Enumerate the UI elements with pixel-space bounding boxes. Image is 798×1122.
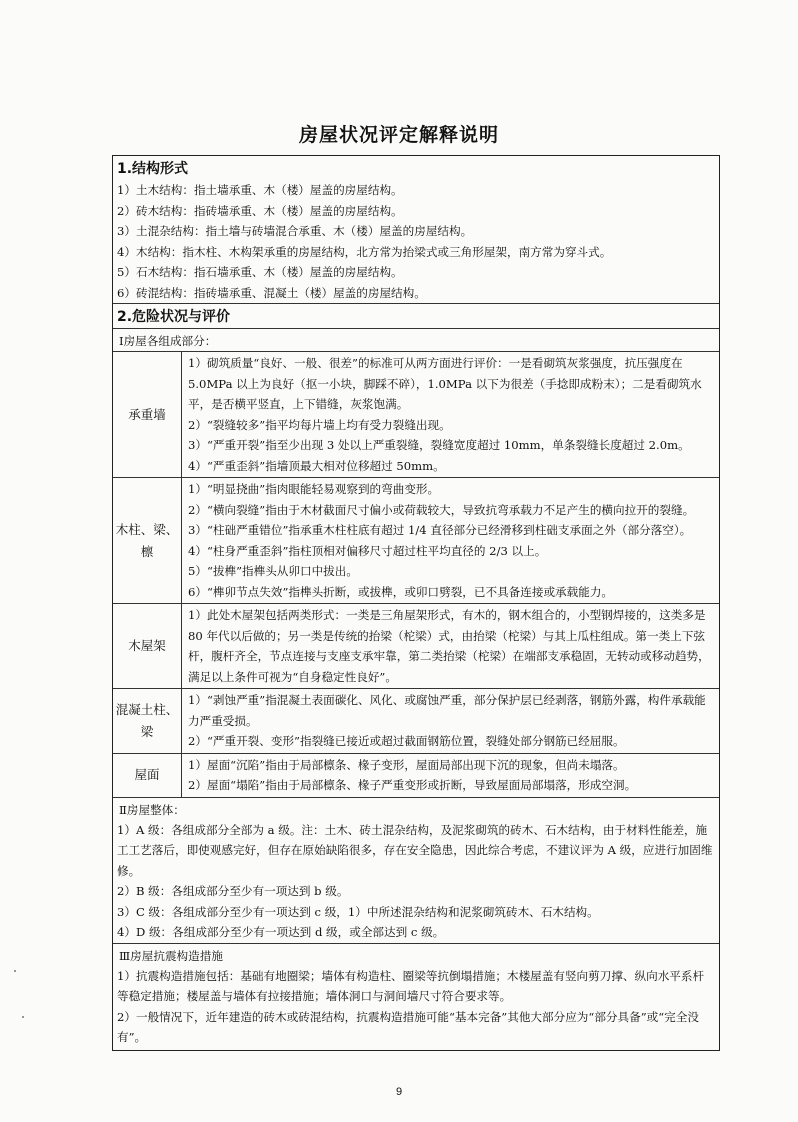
component-row-concrete [113, 688, 719, 753]
component-row-timber-column [113, 477, 719, 603]
grade-text: 4）D 级：各组成部分至少有一项达到 d 级，或全部达到 c 级。 [117, 925, 445, 939]
criteria-text: 2）“严重开裂、变形”指裂缝已接近或超过截面钢筋位置，裂缝处部分钢筋已经屈服。 [188, 734, 625, 748]
component-row-roof-truss [113, 603, 719, 688]
scan-speck [14, 970, 16, 972]
criteria-text: 2）“裂缝较多”指平均每片墙上均有受力裂缝出现。 [188, 417, 451, 432]
component-label: 木柱、梁、檩 [113, 478, 182, 603]
criteria-text: 5）“拔榫”指榫头从卯口中拔出。 [188, 564, 358, 578]
criteria-text: 4）“柱身严重歪斜”指柱顶相对偏移尺寸超过柱平均直径的 2/3 以上。 [188, 543, 547, 558]
page-number: 9 [395, 1086, 403, 1098]
criteria-text: 1）“明显挠曲”指肉眼能轻易观察到的弯曲变形。 [188, 482, 440, 496]
criteria-text: 4）“严重歪斜”指墙顶最大相对位移超过 50mm。 [188, 458, 445, 473]
component-label: 混凝土柱、梁 [113, 689, 182, 753]
component-label: 屋面 [113, 754, 182, 797]
criteria-text: 6）“榫卯节点失效”指榫头折断，或拔榫，或卯口劈裂，已不具备连接或承载能力。 [188, 584, 614, 599]
structure-item: 5）石木结构：指石墙承重、木（楼）屋盖的房屋结构。 [117, 265, 403, 279]
structure-item: 2）砖木结构：指砖墙承重、木（楼）屋盖的房屋结构。 [117, 203, 403, 218]
component-label: 木屋架 [113, 604, 182, 688]
criteria-text: 3）“严重开裂”指至少出现 3 处以上严重裂缝，裂缝宽度超过 10mm，单条裂缝长度超过 2.0m。 [188, 438, 690, 452]
grade-text: 1）A 级：各组成部分全部为 a 级。注：土木、砖土混杂结构，及泥浆砌筑的砖木、石木结构，由于材料性能差，施工工艺落后，即使观感完好，但存在原始缺陷很多，存在安全隐患，因此综合考虑，不建议评为 A 级，应进行加固维修。 [117, 822, 713, 878]
component-row-wall [113, 351, 719, 477]
section-danger-heading: 2.危险状况与评价 [117, 309, 231, 325]
criteria-text: 1）“剥蚀严重”指混凝土表面碳化、风化、或腐蚀严重，部分保护层已经剥落，钢筋外露，构件承载能力严重受损。 [188, 693, 706, 728]
seismic-text: 1）抗震构造措施包括：基础有地圈梁；墙体有构造柱、圈梁等抗倒塌措施；木楼屋盖有竖向剪刀撑、纵向水平系杆等稳定措施；楼屋盖与墙体有拉接措施；墙体洞口与洞间墙尺寸符合要求等。 [117, 968, 705, 1003]
scan-speck [22, 1016, 24, 1018]
section-structure-heading: 1.结构形式 [117, 161, 189, 177]
structure-item: 4）木结构：指木柱、木构架承重的房屋结构，北方常为抬梁式或三角形屋架，南方常为穿斗式。 [117, 244, 612, 259]
page-title: 房屋状况评定解释说明 [298, 124, 499, 146]
part3-heading: Ⅲ房屋抗震构造措施 [119, 948, 223, 963]
seismic-text: 2）一般情况下，近年建造的砖木或砖混结构，抗震构造措施可能“基本完备”其他大部分应为“部分具备”或“完全没有”。 [117, 1009, 699, 1044]
criteria-text: 3）“柱础严重错位”指承重木柱柱底有超过 1/4 直径部分已经滑移到柱础支承面之外（部分落空）。 [188, 523, 692, 537]
part2-heading: Ⅱ房屋整体： [119, 802, 185, 817]
structure-item: 1）土木结构：指土墙承重、木（楼）屋盖的房屋结构。 [117, 183, 403, 197]
evaluation-table [112, 155, 720, 1051]
component-label: 承重墙 [113, 352, 182, 477]
part1-heading: Ⅰ房屋各组成部分： [119, 334, 217, 348]
grade-text: 2）B 级：各组成部分至少有一项达到 b 级。 [117, 884, 349, 898]
grade-text: 3）C 级：各组成部分至少有一项达到 c 级，1）中所述混杂结构和泥浆砌筑砖木、石木结构。 [117, 904, 599, 919]
criteria-text: 1）砌筑质量“良好、一般、很差”的标准可从两方面进行评价：一是看砌筑灰浆强度，抗压强度在 5.0MPa 以上为良好（抠一小块，脚踩不碎），1.0MPa 以下为很差（手捻即成粉末）；二是看砌筑水平，是否横平竖直，上下错缝，灰浆饱满。 [188, 356, 702, 411]
component-row-roof [113, 753, 719, 797]
structure-item: 6）砖混结构：指砖墙承重、混凝土（楼）屋盖的房屋结构。 [117, 285, 426, 300]
criteria-text: 2）屋面“塌陷”指由于局部檩条、椽子严重变形或折断，导致屋面局部塌落，形成空洞。 [188, 778, 637, 792]
criteria-text: 1）屋面“沉陷”指由于局部檩条、椽子变形，屋面局部出现下沉的现象，但尚未塌落。 [188, 757, 625, 772]
criteria-text: 2）“横向裂缝”指由于木材截面尺寸偏小或荷载较大，导致抗弯承载力不足产生的横向拉开的裂缝。 [188, 502, 695, 517]
criteria-text: 1）此处木屋架包括两类形式：一类是三角屋架形式，有木的，钢木组合的，小型钢焊接的，这类多是 80 年代以后做的；另一类是传统的抬梁（柁梁）式，由抬梁（柁梁）与其上瓜柱组成。第一类上下弦杆，腹杆齐全，节点连接与支座支承牢靠，第二类抬梁（柁梁）在端部支承稳固，无转动或移动趋势，满足以上条件可视为“自身稳定性良好”。 [188, 608, 710, 684]
structure-item: 3）土混杂结构：指土墙与砖墙混合承重、木（楼）屋盖的房屋结构。 [117, 224, 473, 238]
